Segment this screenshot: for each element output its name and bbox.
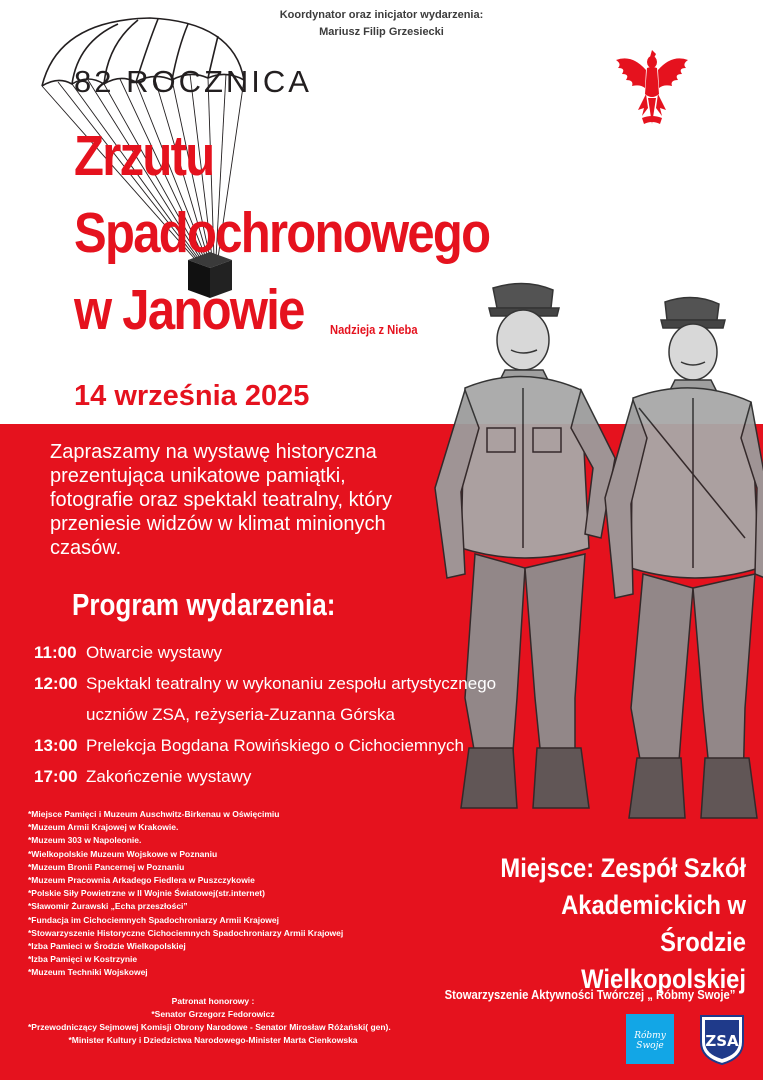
program-time: 12:00: [34, 674, 78, 693]
program-description: uczniów ZSA, reżyseria-Zuzanna Górska: [86, 705, 395, 724]
institution-item: *Wielkopolskie Muzeum Wojskowe w Poznaniu: [28, 848, 218, 859]
program-description: Spektakl teatralny w wykonaniu zespołu artystycznego: [86, 674, 497, 693]
venue-line-1: Miejsce: Zespół Szkół: [500, 853, 746, 883]
program-list: [34, 637, 496, 792]
venue-block: [477, 850, 746, 998]
coordinator-name: Mariusz Filip Grzesiecki: [319, 26, 444, 38]
institutions-list: [28, 808, 343, 980]
institution-item: *Muzeum Pracownia Arkadego Fiedlera w Puszczykowie: [28, 875, 255, 886]
institution-item: *Fundacja im Cichociemnych Spadochroniarzy Armii Krajowej: [28, 914, 279, 925]
zsa-school-logo: [697, 1012, 747, 1066]
patronage-item: *Minister Kultury i Dziedzictwa Narodowego-Minister Marta Cienkowska: [68, 1035, 358, 1045]
patronage-heading: Patronat honorowy :: [171, 996, 255, 1006]
program-item-continuation: [34, 699, 496, 730]
polish-eagle-icon: [612, 44, 692, 130]
patronage-item: *Senator Grzegorz Fedorowicz: [151, 1009, 275, 1019]
institution-item: *Izba Pamieci w Środzie Wielkopolskiej: [28, 941, 186, 952]
program-description: Prelekcja Bogdana Rowińskiego o Cichociemnych: [86, 736, 464, 755]
robmy-swoje-logo: [626, 1014, 674, 1064]
institution-item: *Sławomir Żurawski „Echa przeszłości”: [28, 901, 188, 912]
venue-line-3: Wielkopolskiej: [581, 964, 746, 994]
institution-item: *Stowarzyszenie Historyczne Cichociemnych Spadochroniarzy Armii Krajowej: [28, 927, 344, 938]
institution-item: *Muzeum 303 w Napoleonie.: [28, 835, 142, 846]
title-line-3: w Janowie: [74, 278, 304, 342]
program-time: 17:00: [34, 767, 78, 786]
institution-item: *Muzeum Armii Krajowej w Krakowie.: [28, 822, 179, 833]
patronage-item: *Przewodniczący Sejmowej Komisji Obrony Narodowe - Senator Mirosław Różański( gen).: [28, 1022, 391, 1032]
association-name: Stowarzyszenie Aktywności Twórczej „ Róbmy Swoje”: [444, 988, 736, 1002]
institution-item: *Muzeum Techniki Wojskowej: [28, 967, 148, 978]
title-line-1: Zrzutu: [74, 124, 214, 188]
program-time: 13:00: [34, 736, 78, 755]
institution-item: *Muzeum Bronii Pancernej w Poznaniu: [28, 861, 185, 872]
anniversary-label: 82 ROCZNICA: [74, 64, 312, 99]
title-line-2: Spadochronowego: [74, 201, 490, 265]
program-item: [34, 730, 496, 761]
program-item: [34, 637, 496, 668]
zsa-logo-text: ZSA: [705, 1032, 739, 1050]
program-description: Otwarcie wystawy: [86, 643, 223, 662]
program-item: [34, 761, 496, 792]
institution-item: *Polskie Siły Powietrzne w II Wojnie Światowej(str.internet): [28, 888, 265, 899]
institution-item: *Izba Pamięci w Kostrzynie: [28, 954, 138, 965]
coordinator-label: Koordynator oraz inicjator wydarzenia:: [279, 9, 484, 21]
venue-line-2: Akademickich w Środzie: [561, 890, 746, 957]
program-heading: Program wydarzenia:: [72, 587, 336, 622]
program-description: Zakończenie wystawy: [86, 767, 252, 786]
program-time: 11:00: [34, 643, 77, 662]
title-subtitle: Nadzieja z Nieba: [330, 322, 418, 337]
robmy-swoje-logo-text: Róbmy Swoje: [634, 1031, 666, 1051]
honorary-patronage: [28, 995, 398, 1047]
program-item: [34, 668, 496, 699]
event-date: 14 września 2025: [74, 380, 310, 412]
intro-text: Zapraszamy na wystawę historyczna prezentująca unikatowe pamiątki, fotografie oraz spektakl teatralny, który przeniesie widzów w klimat minionych czasów.: [50, 441, 393, 559]
institution-item: *Miejsce Pamięci i Muzeum Auschwitz-Birkenau w Oświęcimiu: [28, 809, 280, 819]
